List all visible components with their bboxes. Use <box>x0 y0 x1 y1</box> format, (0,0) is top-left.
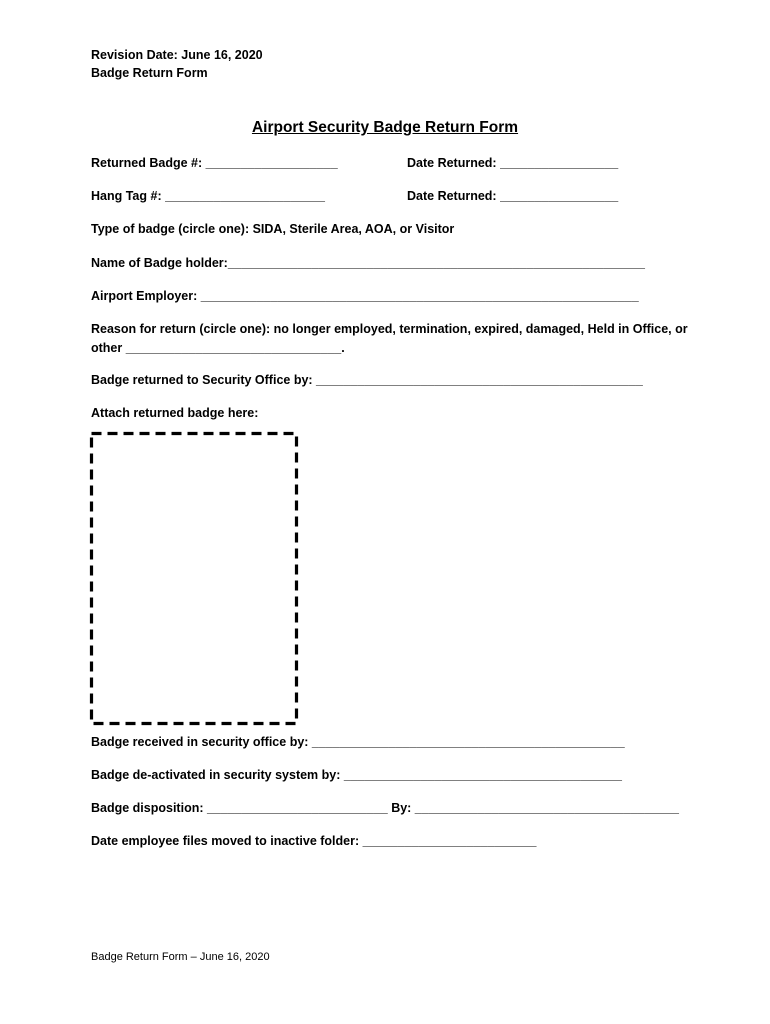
type-of-badge-field[interactable]: Type of badge (circle one): SIDA, Sterile Area, AOA, or Visitor <box>91 222 455 236</box>
badge-attachment-area <box>89 431 299 726</box>
attach-badge-label: Attach returned badge here: <box>91 406 259 420</box>
inactive-folder-date-field[interactable]: Date employee files moved to inactive folder: _________________________ <box>91 834 537 848</box>
form-title: Airport Security Badge Return Form <box>251 119 519 136</box>
airport-employer-field[interactable]: Airport Employer: _______________________________________________________________ <box>91 289 639 303</box>
page-footer: Badge Return Form – June 16, 2020 <box>91 951 270 963</box>
date-returned-field-1[interactable]: Date Returned: _________________ <box>407 156 619 170</box>
deactivated-field[interactable]: Badge de-activated in security system by: ________________________________________ <box>91 768 622 782</box>
form-subtitle: Badge Return Form <box>91 66 208 80</box>
date-returned-field-2[interactable]: Date Returned: _________________ <box>407 189 619 203</box>
disposition-field[interactable]: Badge disposition: __________________________ By: ______________________________________ <box>91 801 679 815</box>
revision-date: Revision Date: June 16, 2020 <box>91 48 263 62</box>
hang-tag-field[interactable]: Hang Tag #: _______________________ <box>91 189 325 203</box>
returned-badge-field[interactable]: Returned Badge #: ___________________ <box>91 156 338 170</box>
received-in-office-field[interactable]: Badge received in security office by: _____________________________________________ <box>91 735 625 749</box>
returned-to-office-field[interactable]: Badge returned to Security Office by: _______________________________________________ <box>91 373 643 387</box>
badge-holder-name-field[interactable]: Name of Badge holder:____________________________________________________________ <box>91 256 645 270</box>
reason-other-field[interactable]: other _______________________________. <box>91 341 345 355</box>
reason-for-return-field[interactable]: Reason for return (circle one): no longer employed, termination, expired, damaged, Held in Office, or <box>91 322 688 336</box>
